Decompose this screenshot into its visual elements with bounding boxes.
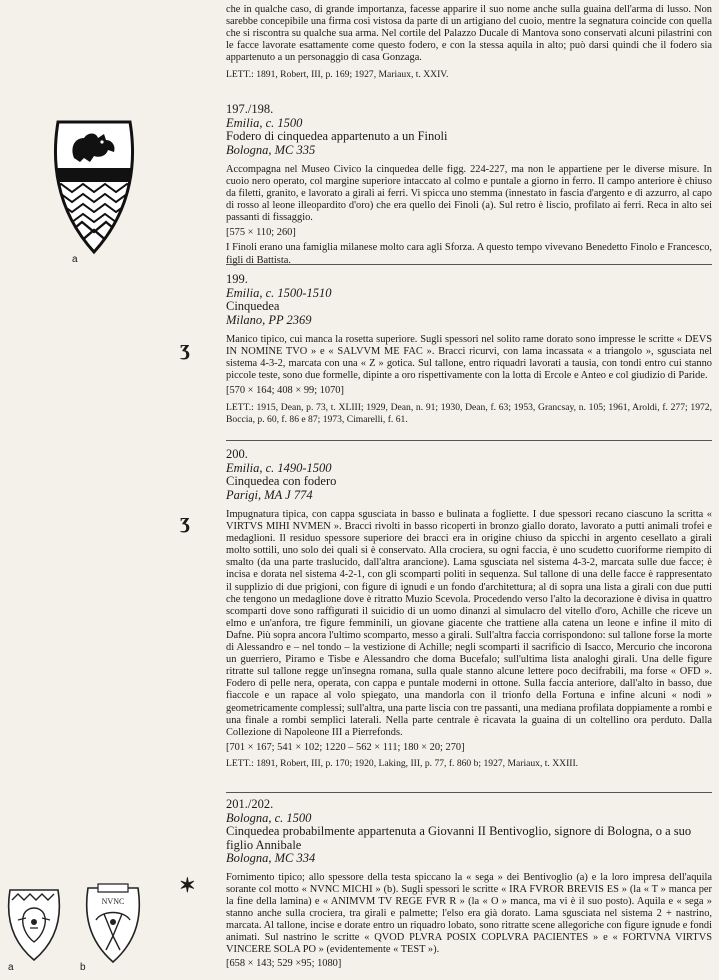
entry-title: Cinquedea xyxy=(226,299,280,313)
entry-measurements: [701 × 167; 541 × 102; 1220 – 562 × 111; 180 × 20; 270] xyxy=(226,741,465,753)
entry-location: Bologna, MC 334 xyxy=(226,851,316,865)
maker-mark-199: ʒ xyxy=(180,335,191,360)
maker-mark-200: ʒ xyxy=(180,508,191,533)
entry-number: 201./202. xyxy=(226,797,274,811)
catalog-entry-199 xyxy=(226,273,712,426)
entry-bibliography: LETT.: 1891, Robert, III, p. 170; 1920, Laking, III, p. 77, f. 860 b; 1927, Mariaux, t. XXIII. xyxy=(226,757,579,769)
entry-location: Milano, PP 2369 xyxy=(226,312,312,327)
entry-place-date: Emilia, c. 1500-1510 xyxy=(226,285,332,300)
finoli-coat-of-arms xyxy=(50,118,138,256)
entry-place-date: Emilia, c. 1490-1500 xyxy=(226,460,332,475)
entry-number: 199. xyxy=(226,272,248,286)
entry-number: 197./198. xyxy=(226,102,274,116)
entry-measurements: [658 × 143; 529 ×95; 1080] xyxy=(226,958,342,970)
catalog-entry-201-202 xyxy=(226,798,712,970)
bentivoglio-sega-emblem xyxy=(4,884,64,964)
maker-mark-201: ✶ xyxy=(179,875,196,897)
entry-title: Cinquedea con fodero xyxy=(226,474,337,488)
entry-place-date: Emilia, c. 1500 xyxy=(226,115,303,130)
bentivoglio-eagle-motto-emblem xyxy=(82,880,144,966)
entry-description: Fornimento tipico; allo spessore della testa spiccano la « sega » dei Bentivoglio (a) e la loro impresa dell'aquila sorante col motto « NVNC MICHI » (b). Sugli spessori le scritte « IRA FVROR BREVIS ES » (la « T » manca per la fine della lamina) e « ANIMVM TV REGE FVR R » (la « O » manca, ma vi è il suo posto). Aquila e « sega » stanno anche sulla crociera, tra girali e palmette; l'elso era già dorato. Lama sgusciata nel sistema 2 + nastrino, marcata. Al tallone, incise e dorate entro un riquadro lobato, sono ritratte scene allegoriche con figure ignude e fondi animati. Sul nastrino le scritte « QVOD PLVRA POSIX COPLVRA PACIENTES » e « FORTVNA VIRTVS VINCERE SOLA PO » (evidentemente « TEST »). xyxy=(226,871,712,956)
entry-title: Cinquedea probabilmente appartenuta a Giovanni II Bentivoglio, signore di Bologna, o a suo figlio Annibale xyxy=(226,824,692,852)
entry-measurements: [570 × 164; 408 × 99; 1070] xyxy=(226,385,344,397)
entry-measurements: [575 × 110; 260] xyxy=(226,227,296,239)
top-continuation xyxy=(226,4,712,81)
divider xyxy=(226,264,712,265)
entry-number: 200. xyxy=(226,447,248,461)
entry-description: Accompagna nel Museo Civico la cinquedea delle figg. 224-227, ma non le appartiene per le diverse misure. In cuoio nero operato, col margine superiore intaccato al colmo e puntale a giorno in ferro. Il campo anteriore è chiuso da filetti, granito, e lavorato a girali ai ferri. Vi spicca uno stemma (innestato in fascia d'argento e di azzurro, al capo di rosso al leone illeopardito d'oro) che era quello dei Finoli (a). Sul retro è liscio, profilato ai ferri. Reca in alto sei passanti di fissaggio. xyxy=(226,164,712,224)
entry-description: Manico tipico, cui manca la rosetta superiore. Sugli spessori nel solito rame dorato sono impresse le scritte « DEVS IN NOMINE TVO » e « SALVVM ME FAC ». Bracci ricurvi, con lama incassata « a triangolo », sgusciata nel sistema 4-3-2, marcata con una « Z » gotica. Sul tallone, entro riquadri lavorati a tausia, con tondi entro cui stanno piccole teste, sono due formelle, dipinte a oro rispettivamente con la lotta di Ercole e Anteo e col giudizio di Paride. xyxy=(226,334,712,382)
nvnc-motto-text: NVNC xyxy=(101,897,125,906)
divider xyxy=(226,440,712,441)
entry-description: Impugnatura tipica, con cappa sgusciata in basso e bulinata a fogliette. I due spessori recano ciascuno la scritta « VIRTVS MIHI NVMEN ». Bracci rivolti in basso ricoperti in bronzo giallo dorato, lavorato a putti animali trofei e medaglioni. Il residuo spessore superiore dei bracci era in origine chiuso da spicchi in argento cesellato a girali molto sottili, uno solo dei quali si è conservato. Alla crociera, su ogni faccia, è uno scudetto cuoriforme riempito di smalto (da una parte traslucido, dall'altra arancione). Lama sgusciata nel sistema 4-3-2, marcata sulle due facce; è incisa e dorata nel sistema 4-2-1, con gli scomparti politi in sequenza. Sul tallone di una delle facce è rappresentato il supplizio di due prigioni, con figure di ignudi e un fondo d'architettura; al di sopra una lista a girali con due putti che tengono un medaglione dove è ritratto Muzio Scevola. Procedendo verso l'alto la decorazione è divisa in quattro scomparti dove sono raffigurati il suicidio di un uomo dinanzi al simulacro del vitello d'oro, Achille che riceve un elmo e un'anfora, tre figure femminili, un giovane giacente che trattiene alla catena un leone e infine il mito di Dafne. Più sopra ancora l'ultimo scomparto, messo a girali. Sull'altra faccia corrispondono: sul tallone forse la morte di Alessandro e – nel tondo – la vestizione di Achille; negli scomparti il sacrificio di Isacco, Mercurio che incorona un guerriero, Piramo e Tisbe e Alessandro che doma Bucefalo; sull'ultima lista analoghi girali. Una delle figure ritratte sul tallone regge un'insegna romana, sulla quale stanno alcune lettere poco decifrabili, ma forse « OFD ». Fodero di pelle nera, operata, con cappa e puntale moderni in ottone. Sulla faccia anteriore, dall'alto in basso, due fiaccole e un rapace al volo spiegato, una mandorla con il trionfo della Fortuna e infine alcuni « nodi » geometricamente complessi; sull'altra, una parte liscia con tre passanti, una mediana profilata doppiamente a rombi e una finale a rombi semplici laterali. Nella parte centrale è ricavata la guaina di un coltellino ora perduto. Dalla Collezione di Napoleone III a Pierrefonds. xyxy=(226,509,712,738)
catalog-entry-197-198 xyxy=(226,103,712,267)
entry-note: I Finoli erano una famiglia milanese molto cara agli Sforza. A questo tempo vivevano Benedetto Finolo e Francesco, figli di Battista. xyxy=(226,242,712,266)
catalog-entry-200 xyxy=(226,448,712,770)
figure-label-a-bottom: a xyxy=(8,962,14,973)
top-bibliography: LETT.: 1891, Robert, III, p. 169; 1927, Mariaux, t. XXIV. xyxy=(226,69,449,81)
divider xyxy=(226,792,712,793)
entry-location: Bologna, MC 335 xyxy=(226,142,316,157)
top-text: che in qualche caso, di grande importanza, facesse apparire il suo nome anche sulla guaina dell'arma di lusso. Non sarebbe concepibile una firma così vistosa da parte di un artigiano del cuoio, mentre la segnatura coincide con quella che si riscontra su qualche sua arma. Nel cortile del Palazzo Ducale di Mantova sono conservati alcuni pilastrini con le facce lavorate esattamente come questo fodero, e con la stessa aquila in alto; può darsi quindi che il fodero sia appartenuto a un personaggio di casa Gonzaga. xyxy=(226,4,712,64)
entry-bibliography: LETT.: 1915, Dean, p. 73, t. XLIII; 1929, Dean, n. 91; 1930, Dean, f. 63; 1953, Grancsay, n. 105; 1961, Aroldi, f. 277; 1972, Boccia, p. 60, f. 86 e 87; 1973, Cimarelli, f. 61. xyxy=(226,402,712,426)
entry-location: Parigi, MA J 774 xyxy=(226,487,313,502)
entry-title: Fodero di cinquedea appartenuto a un Finoli xyxy=(226,129,448,143)
entry-place-date: Bologna, c. 1500 xyxy=(226,810,312,825)
figure-label-b-bottom: b xyxy=(80,962,86,973)
figure-label-a-top: a xyxy=(72,254,78,265)
